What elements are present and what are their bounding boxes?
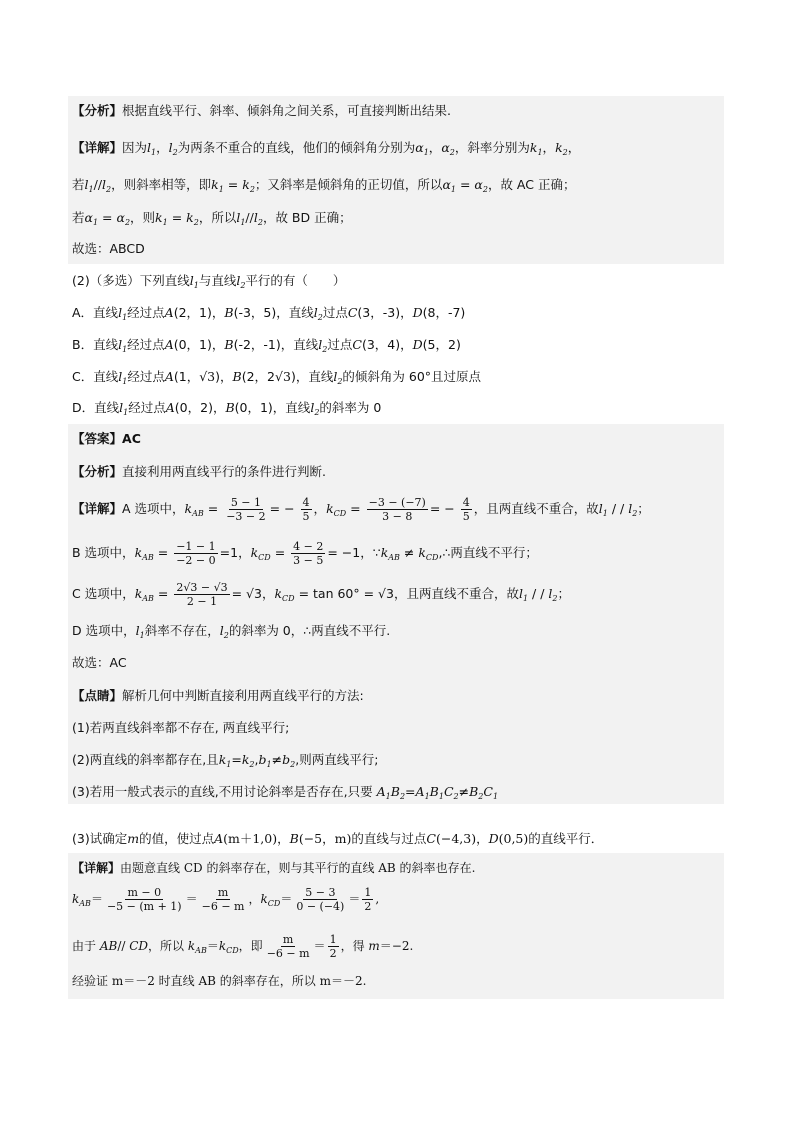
option-text: (-2，-1)，直线 (233, 337, 319, 352)
option-b: B．直线$l_1$经过点A(0，1)，B(-2，-1)，直线$l_2$过点C(3，4)，D(5，2) (72, 337, 461, 354)
detail-line-q3-3: 由于 AB// CD，所以 $k_{AB}=k_{CD}$，即 $\frac{m}{-6 - m}$ ＝ $\frac{1}{2}$ ，得 m＝−2. (72, 933, 414, 960)
detail-text: ，故 BD 正确； (262, 210, 352, 225)
detail-line-q3-1 (72, 860, 475, 876)
option-a: A．直线$l_1$经过点A(2，1)，B(-3，5)，直线$l_2$过点C(3，-3)，D(8，-7) (72, 305, 466, 322)
detail-text: ，所以 (198, 210, 237, 225)
option-text: (-3，5)，直线 (233, 305, 314, 320)
option-text: (2，1)， (173, 305, 225, 320)
comment-item-1: (1)若两直线斜率都不存在, 两直线平行; (72, 720, 290, 735)
detail-line-2: 若$l_1//l_2$，则斜率相等，即$k_1 = k_2$；又斜率是倾斜角的正切值，所以$\alpha_1 = \alpha_2$，故 AC 正确； (72, 177, 576, 194)
analysis-text: 直接利用两直线平行的条件进行判断. (122, 464, 326, 479)
detail-text: 的斜率为 0，∴两直线不平行. (228, 623, 391, 638)
option-text: (3，-3)， (357, 305, 413, 320)
question-text: (3)试确定 (72, 831, 128, 846)
detail-text: ，则 (130, 210, 156, 225)
option-text: (3，4)， (361, 337, 413, 352)
option-text: )，直线 (290, 369, 334, 384)
detail-text: 由题意直线 CD 的斜率存在，则与其平行的直线 AB 的斜率也存在. (120, 861, 476, 875)
option-text: 经过点 (127, 305, 165, 320)
option-text: 的倾斜角为 60°且过原点 (342, 369, 482, 384)
solution-panel-2 (68, 424, 724, 804)
detail-line-q3-2: $k_{AB}=$ $\frac{m - 0}{-5 - (m + 1)}$ ＝ $\frac{m}{-6 - m}$ ，$k_{CD}=$ $\frac{5 - 3}{0 - (-4)}$ ＝ $\frac{1}{2}$ , (72, 886, 380, 913)
detail-text: 若 (72, 210, 85, 225)
comment-item-3: (3)若用一般式表示的直线,不用讨论斜率是否存在,只要 $A_1B_2=A_1B_1C_2\ne B_2C_1$ (72, 784, 499, 801)
comment-item-2: (2)两直线的斜率都存在,且$k_1=k_2,b_1\ne b_2$,则两直线平行; (72, 752, 379, 769)
option-d: D．直线$l_1$经过点A(0，2)，B(0，1)，直线$l_2$的斜率为 0 (72, 400, 382, 417)
detail-tag: 【详解】 (72, 140, 123, 155)
answer-text: AC (122, 431, 141, 446)
comment-line (72, 688, 364, 704)
detail-text: 两直线不平行； (450, 545, 538, 560)
question-3-stem: (3)试确定m的值，使过点A(m＋1,0)，B(−5，m)的直线与过点C(−4,3)，D(0,5)的直线平行． (72, 831, 604, 846)
detail-text: 因为 (122, 140, 148, 155)
question-text: 与直线 (198, 273, 237, 288)
question-text: 的值，使过点 (139, 831, 215, 846)
option-text: (1， (173, 369, 200, 384)
detail-d-line: D 选项中，$l_1$斜率不存在，$l_2$的斜率为 0，∴两直线不平行. (72, 623, 391, 640)
analysis-line-1 (72, 103, 451, 119)
option-text: 经过点 (127, 337, 165, 352)
detail-text: C 选项中， (72, 586, 135, 601)
answer-line-2: 故选：AC (72, 655, 127, 670)
detail-text: A 选项中， (122, 501, 185, 516)
detail-text: ，即 (238, 939, 263, 953)
question-text: 平行的有（ ） (245, 273, 346, 288)
detail-line-3: 若$\alpha_1 = \alpha_2$，则$k_1 = k_2$，所以$l_1//l_2$，故 BD 正确； (72, 210, 352, 227)
detail-text: ，得 (340, 939, 365, 953)
question-text: ， (277, 831, 290, 846)
detail-a-line: 【详解】A 选项中，$k_{AB}$ = $\frac{5 - 1}{-3 - 2}$ = − $\frac{4}{5}$ ，$k_{CD}$ = $\frac{-3 - (-7)}{3 - 8}$ = − $\frac{4}{5}$ ，且两直线不重合，故$l_1$ / / $l_2$； (72, 496, 650, 523)
detail-text: ，且两直线不重合，故 (473, 501, 599, 516)
detail-text: 若 (72, 177, 85, 192)
option-text: (0，2)， (174, 400, 226, 415)
option-text: C．直线 (72, 369, 119, 384)
option-text: 经过点 (127, 369, 165, 384)
option-text: )， (215, 369, 233, 384)
option-text: (0，1)， (173, 337, 225, 352)
detail-line-q3-4: 经验证 m＝－2 时直线 AB 的斜率存在，所以 m＝－2. (72, 974, 367, 988)
analysis-tag: 【分析】 (72, 103, 123, 118)
detail-text: 斜率不存在， (144, 623, 220, 638)
detail-tag: 【详解】 (72, 501, 123, 516)
detail-c-line: C 选项中，$k_{AB}$ = $\frac{2√3 - √3}{2 - 1}$ = √3，$k_{CD} = \tan 60^\circ = √3$，且两直线不重合，故$l_1$ / / $l_2$； (72, 581, 571, 608)
question-2-stem: (2)（多选）下列直线$l_1$与直线$l_2$平行的有（ ） (72, 273, 346, 290)
detail-text: ，所以 (148, 939, 185, 953)
option-text: 过点 (327, 337, 353, 352)
answer-line-1: 故选：ABCD (72, 241, 145, 256)
analysis-tag: 【分析】 (72, 464, 123, 479)
option-text: 的斜率为 0 (319, 400, 382, 415)
analysis-text: 根据直线平行、斜率、倾斜角之间关系，可直接判断出结果. (122, 103, 451, 118)
option-text: D．直线 (72, 400, 120, 415)
option-text: (5，2) (422, 337, 461, 352)
answer-line (72, 431, 141, 447)
option-text: 过点 (322, 305, 348, 320)
detail-text: ，故 AC 正确； (487, 177, 576, 192)
detail-text: 由于 (72, 939, 97, 953)
detail-tag: 【详解】 (72, 861, 121, 875)
analysis-line-2 (72, 464, 326, 480)
answer-tag: 【答案】 (72, 431, 123, 446)
question-text: 的直线与过点 (351, 831, 427, 846)
detail-line-1: 【详解】因为$l_1$，$l_2$为两条不重合的直线，他们的倾斜角分别为$\alpha_1$，$\alpha_2$，斜率分别为$k_1$，$k_2$， (72, 140, 581, 157)
option-text: B．直线 (72, 337, 119, 352)
option-text: (8，-7) (422, 305, 466, 320)
comment-tag: 【点睛】 (72, 688, 123, 703)
option-text: A．直线 (72, 305, 119, 320)
comment-text: 则两直线平行; (299, 752, 379, 767)
option-text: (0，1)，直线 (234, 400, 311, 415)
question-text: 的直线平行． (528, 831, 604, 846)
option-text: (2，2 (241, 369, 276, 384)
comment-text: 解析几何中判断直接利用两直线平行的方法: (122, 688, 364, 703)
comment-text: (2)两直线的斜率都存在,且 (72, 752, 219, 767)
comment-text: (3)若用一般式表示的直线,不用讨论斜率是否存在,只要 (72, 784, 373, 799)
question-text: (2)（多选）下列直线 (72, 273, 190, 288)
detail-text: ；又斜率是倾斜角的正切值，所以 (254, 177, 443, 192)
question-text: ， (476, 831, 489, 846)
detail-text: ，斜率分别为 (454, 140, 530, 155)
detail-text: D 选项中， (72, 623, 136, 638)
detail-b-line: B 选项中，$k_{AB}$ = $\frac{-1 - 1}{-2 - 0}$ =1，$k_{CD}$ = $\frac{4 - 2}{3 - 5}$ = −1，$\because k_{AB}$ ≠ $k_{CD},\therefore$两直线不平行； (72, 540, 538, 567)
option-text: 经过点 (128, 400, 166, 415)
option-c: C．直线$l_1$经过点A(1，√3)，B(2，2√3)，直线$l_2$的倾斜角为 60°且过原点 (72, 369, 482, 386)
detail-text: 为两条不重合的直线，他们的倾斜角分别为 (177, 140, 416, 155)
detail-text: ，则斜率相等，即 (111, 177, 212, 192)
detail-text: B 选项中， (72, 545, 135, 560)
detail-text: ，且两直线不重合，故 (393, 586, 519, 601)
